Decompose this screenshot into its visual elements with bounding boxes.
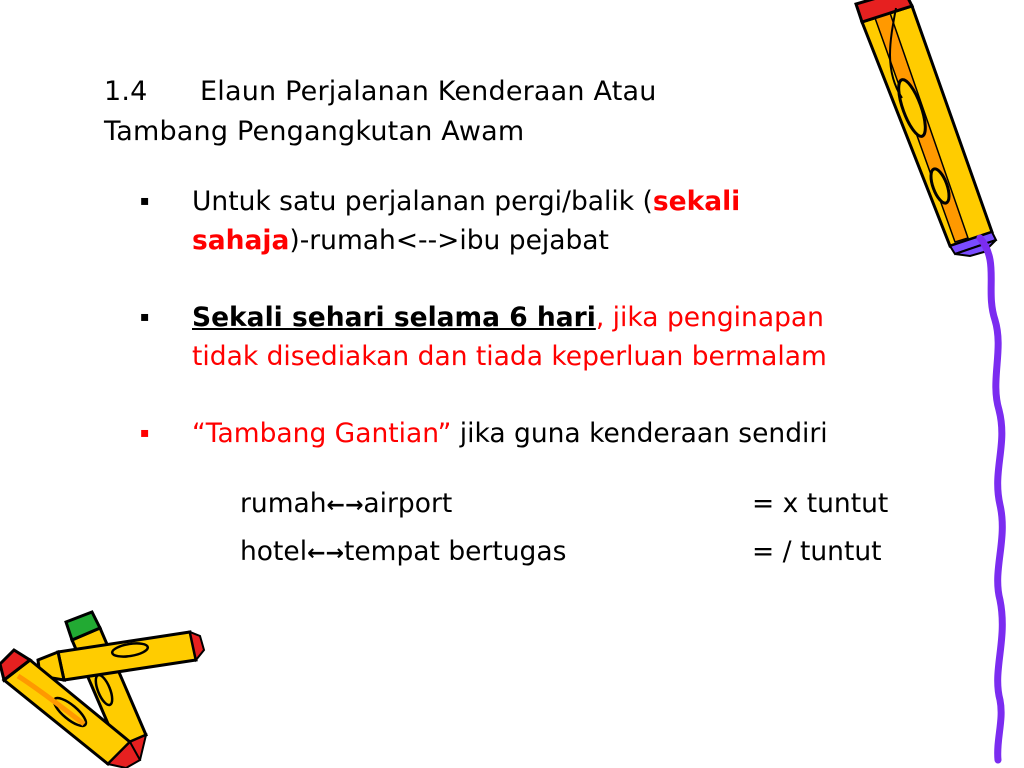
bullet-1-text-b: )-rumah<-->ibu pejabat — [289, 225, 609, 256]
bullet-3-emphasis: “Tambang Gantian” — [192, 418, 452, 449]
route-to: tempat bertugas — [343, 536, 567, 567]
bullet-1-emphasis-a: sekali — [652, 186, 741, 217]
arrow-right-icon: → — [325, 541, 344, 566]
bullet-marker: ▪ — [140, 425, 150, 441]
route-row-1-result: = x tuntut — [752, 488, 889, 519]
pencils-bottom-left-icon — [0, 612, 204, 768]
bullet-marker: ▪ — [140, 193, 150, 209]
bullet-1-emphasis-b: sahaja — [192, 225, 290, 256]
arrow-left-icon: ← — [326, 493, 345, 518]
arrow-left-icon: ← — [307, 541, 326, 566]
bullet-1-text-a: Untuk satu perjalanan pergi/balik ( — [192, 186, 653, 217]
heading-title-line-1: Elaun Perjalanan Kenderaan Atau — [200, 76, 657, 107]
bullet-2-text-a: , jika penginapan — [595, 302, 824, 333]
heading-title-line-2: Tambang Pengangkutan Awam — [104, 116, 525, 147]
bullet-2-text-b: tidak disediakan dan tiada keperluan bermalam — [192, 341, 827, 372]
route-from: hotel — [240, 536, 308, 567]
route-to: airport — [363, 488, 453, 519]
route-row-2-result: = / tuntut — [752, 536, 882, 567]
bullet-3-text: jika guna kenderaan sendiri — [451, 418, 828, 449]
purple-doodle-icon — [980, 238, 1002, 760]
bullet-2-emphasis: Sekali sehari selama 6 hari — [192, 302, 596, 333]
pencil-top-right-icon — [856, 0, 996, 256]
route-from: rumah — [240, 488, 327, 519]
arrow-right-icon: → — [344, 493, 364, 518]
section-number: 1.4 — [104, 76, 148, 107]
bullet-marker: ▪ — [140, 309, 150, 325]
